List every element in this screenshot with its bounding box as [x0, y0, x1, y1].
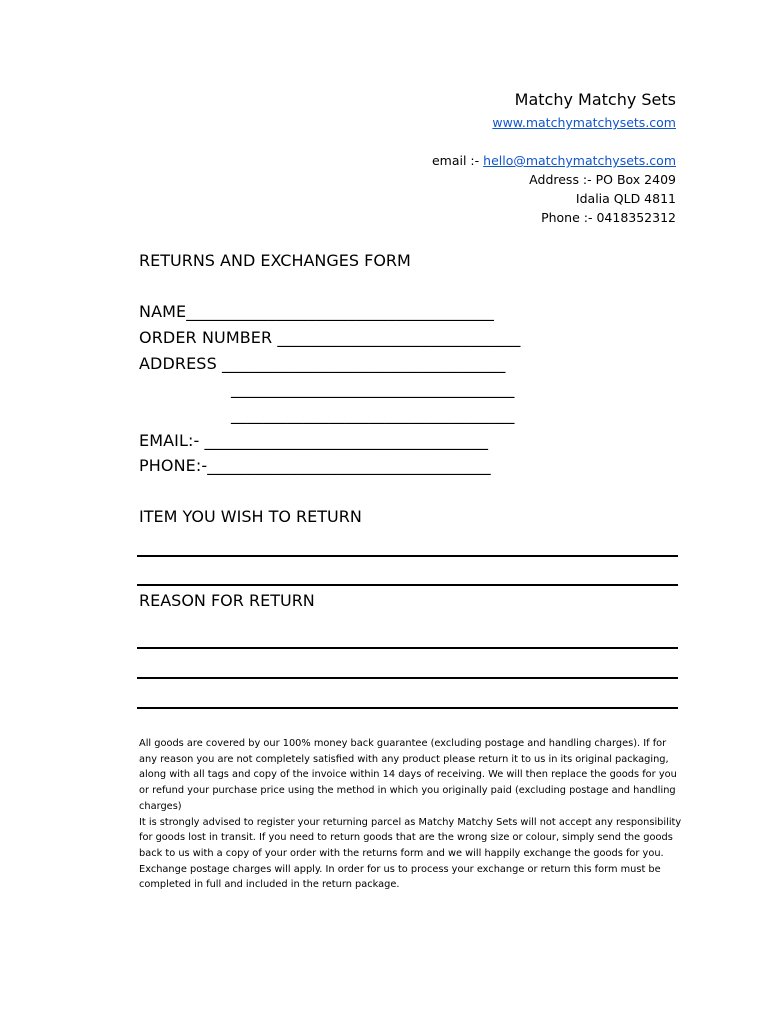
terms-paragraph-guarantee: All goods are covered by our 100% money back guarantee (excluding postage and handling charges). If for any reason you are not completely satisfied with any product please return it to us in its original packaging, along with all tags and copy of the invoice within 14 days of receiving. We will then replace the goods for you or refund your purchase price using the method in which you originally paid (excluding postage and handling charges) [139, 738, 677, 812]
email-label: email :- [431, 153, 484, 168]
address-field-continued-1[interactable]: ___________________________________ [231, 379, 515, 398]
phone-field[interactable]: PHONE:-___________________________________ [139, 456, 491, 475]
address-field-continued-2[interactable]: ___________________________________ [231, 405, 515, 424]
item-return-heading: ITEM YOU WISH TO RETURN [139, 507, 362, 526]
email-row [432, 153, 676, 168]
terms-text [139, 736, 684, 893]
website-link-text[interactable]: www.matchymatchysets.com [492, 115, 676, 130]
address-field[interactable]: ADDRESS ___________________________________ [139, 354, 506, 373]
website-link[interactable] [492, 115, 676, 130]
name-field[interactable]: NAME______________________________________ [139, 302, 495, 321]
form-title: RETURNS AND EXCHANGES FORM [139, 251, 411, 270]
reason-return-line[interactable] [137, 677, 678, 679]
phone-number: Phone :- 0418352312 [541, 210, 676, 225]
email-link[interactable]: hello@matchymatchysets.com [483, 153, 676, 168]
reason-return-line[interactable] [137, 707, 678, 709]
item-return-line[interactable] [137, 555, 678, 557]
company-name: Matchy Matchy Sets [514, 90, 676, 109]
email-field[interactable]: EMAIL:- ___________________________________ [139, 431, 489, 450]
item-return-line[interactable] [137, 584, 678, 586]
reason-return-heading: REASON FOR RETURN [139, 591, 315, 610]
reason-return-line[interactable] [137, 647, 678, 649]
terms-paragraph-shipping: It is strongly advised to register your returning parcel as Matchy Matchy Sets will not accept any responsibility for goods lost in transit. If you need to return goods that are the wrong size or colour, simply send the goods back to us with a copy of your order with the returns form and we will happily exchange the goods for you. Exchange postage charges will apply. In order for us to process your exchange or return this form must be completed in full and included in the return package. [139, 816, 682, 891]
order-number-field[interactable]: ORDER NUMBER ______________________________ [139, 328, 521, 347]
address-line-1: Address :- PO Box 2409 [529, 172, 676, 187]
address-line-2: Idalia QLD 4811 [575, 191, 676, 206]
